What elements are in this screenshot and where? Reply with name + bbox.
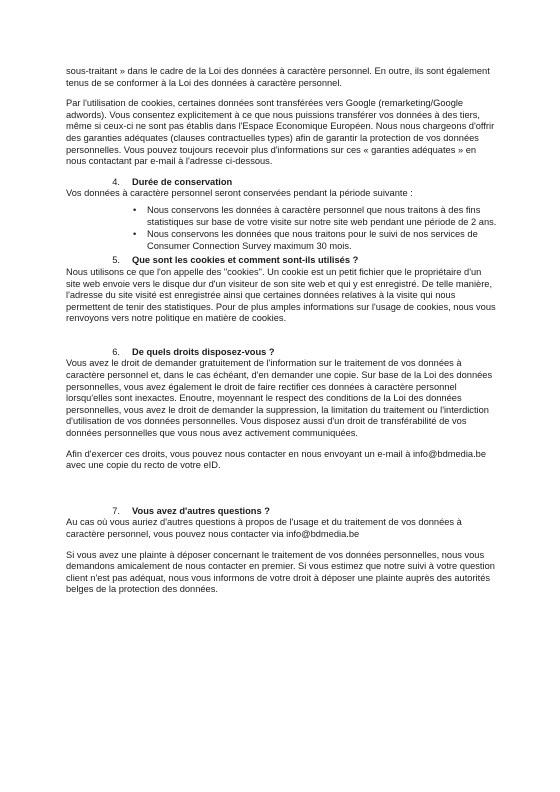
paragraph-cookies-transfer: Par l'utilisation de cookies, certaines données sont transférées vers Google (remarketing/Google adwords). Vous consentez explicitement à ce que nous puissions transférer vos données à des tiers, même si ceux-ci ne sont pas établis dans l'Espace Economique Européen. Nous nous chargeons d'offrir des garanties adéquates (clauses contractuelles types) afin de garantir la protection de vos données personnelles. Vous pouvez toujours recevoir plus d'informations sur ces « garanties adéquates » en nous contactant par e-mail à l'adresse ci-dessous. xyxy=(66,98,495,167)
section-title: Que sont les cookies et comment sont-ils utilisés ? xyxy=(132,255,359,266)
section-7-body: Au cas où vous auriez d'autres questions à propos de l'usage et du traitement de vos données à caractère personnel, vous pouvez nous contacter via info@bdmedia.be xyxy=(66,517,462,539)
section-4-intro: Vos données à caractère personnel seront conservées pendant la période suivante : xyxy=(66,188,413,199)
section-title: Vous avez d'autres questions ? xyxy=(132,505,270,516)
section-4-heading xyxy=(66,177,498,189)
section-number: 4. xyxy=(112,176,120,187)
document-page xyxy=(66,66,498,596)
list-item: • Nous conservons les données à caractère personnel que nous traitons à des fins statistiques sur base de votre visite sur notre site web pendant une période de 2 ans. xyxy=(133,205,498,228)
section-number: 6. xyxy=(112,346,120,357)
section-5-body: Nous utilisons ce que l'on appelle des "cookies". Un cookie est un petit fichier que le propriétaire d'un site web envoie vers le disque dur d'un visiteur de son site web et qui y est enregistré. De telle manière, l'adresse du site visité est enregistrée ainsi que certaines données relatives à la visite qui nous permettent de tenir des statistiques. Pour de plus amples informations sur l'usage de cookies, nous vous renvoyons vers notre politique en matière de cookies. xyxy=(66,266,496,324)
retention-list xyxy=(66,205,498,252)
section-6-contact: Afin d'exercer ces droits, vous pouvez nous contacter en nous envoyant un e-mail à info@bdmedia.be avec une copie du recto de votre eID. xyxy=(66,448,486,471)
section-7-complaint: Si vous avez une plainte à déposer concernant le traitement de vos données personnelles, nous vous demandons amicalement de nous contacter en premier. Si vous estimez que notre suivi à votre question client n'est pas adéquat, nous vous informons de votre droit à déposer une plainte auprès des autorités belges de la protection des données. xyxy=(66,549,495,595)
section-title: Durée de conservation xyxy=(132,176,233,187)
section-number: 5. xyxy=(112,255,120,266)
section-7-heading xyxy=(66,506,498,518)
section-title: De quels droits disposez-vous ? xyxy=(132,346,275,357)
section-6-heading xyxy=(66,347,498,359)
paragraph-subprocessor: sous-traitant » dans le cadre de la Loi des données à caractère personnel. En outre, ils sont également tenus de se conformer à la Loi des données à caractère personnel. xyxy=(66,66,490,88)
list-item: • Nous conservons les données que nous traitons pour le suivi de nos services de Consumer Connection Survey maximum 30 mois. xyxy=(133,229,498,252)
section-5-heading xyxy=(66,255,498,267)
section-number: 7. xyxy=(112,505,120,516)
section-6-body: Vous avez le droit de demander gratuitement de l'information sur le traitement de vos données à caractère personnel et, dans le cas échéant, d'en demander une copie. Sur base de la Loi des données personnelles, vous avez également le droit de faire rectifier ces données à caractère personnel lorsqu'elles sont inexactes. Enoutre, moyennant le respect des conditions de la Loi des données personnelles, vous avez le droit de demander la suppression, la limitation du traitement ou l'interdiction d'utilisation de vos données personnelles. Vous disposez aussi d'un droit de transférabilité de vos données personnelles que vous nous avez activement communiquées. xyxy=(66,358,493,439)
